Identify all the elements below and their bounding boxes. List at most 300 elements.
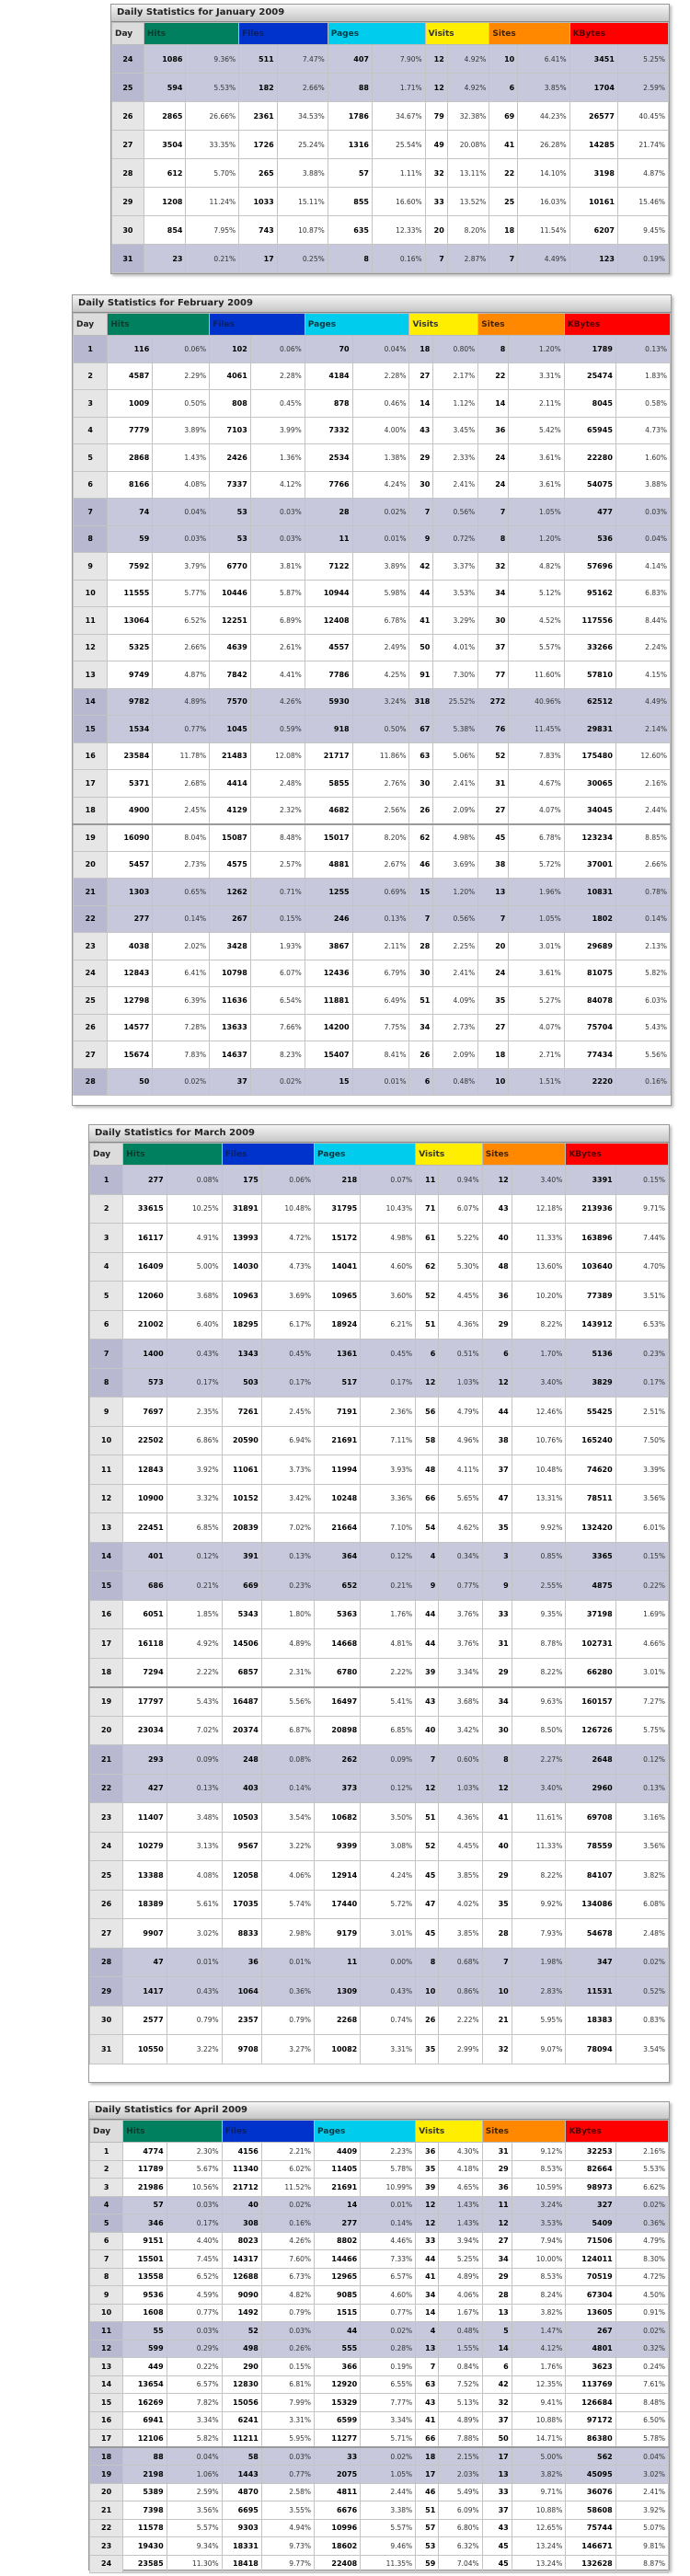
cell-sites: 14 bbox=[478, 390, 509, 418]
cell-kb: 30065 bbox=[564, 770, 615, 798]
cell-hits: 9749 bbox=[108, 661, 153, 689]
cell-hits: 59 bbox=[108, 525, 153, 553]
cell-day: 8 bbox=[90, 1368, 123, 1397]
cell-kb-pct: 4.50% bbox=[615, 2286, 668, 2305]
cell-hits: 12798 bbox=[108, 987, 153, 1015]
cell-kb: 143912 bbox=[566, 1310, 615, 1340]
cell-visits: 7 bbox=[409, 499, 433, 526]
cell-day: 28 bbox=[112, 159, 144, 188]
cell-kb: 4875 bbox=[566, 1571, 615, 1601]
cell-sites: 38 bbox=[478, 851, 509, 879]
table-row bbox=[90, 1397, 669, 1427]
table-row bbox=[90, 1919, 669, 1949]
cell-day: 25 bbox=[112, 74, 144, 102]
cell-hits: 5389 bbox=[123, 2483, 167, 2501]
daily-stats-table bbox=[89, 1143, 669, 2064]
cell-kb: 54075 bbox=[564, 471, 615, 499]
cell-sites: 12 bbox=[482, 1166, 512, 1195]
col-header-sites[interactable]: Sites bbox=[482, 1144, 566, 1166]
cell-day: 12 bbox=[90, 1484, 123, 1513]
cell-kb-pct: 0.91% bbox=[615, 2304, 668, 2322]
cell-hits: 9907 bbox=[123, 1919, 167, 1949]
cell-sites-pct: 3.24% bbox=[512, 2196, 566, 2214]
cell-kb-pct: 0.04% bbox=[615, 2447, 668, 2466]
table-row bbox=[112, 131, 669, 159]
col-header-day[interactable]: Day bbox=[112, 23, 144, 45]
cell-files-pct: 4.26% bbox=[261, 2232, 314, 2250]
cell-sites: 24 bbox=[478, 960, 509, 987]
col-header-pages[interactable]: Pages bbox=[315, 2121, 416, 2143]
col-header-hits[interactable]: Hits bbox=[144, 23, 238, 45]
cell-day: 9 bbox=[90, 2286, 123, 2305]
cell-hits: 10550 bbox=[123, 2035, 167, 2064]
cell-sites: 10 bbox=[482, 1977, 512, 2007]
cell-hits: 13388 bbox=[123, 1861, 167, 1891]
cell-files: 1045 bbox=[210, 716, 251, 743]
cell-files-pct: 2.98% bbox=[261, 1919, 314, 1949]
cell-pages-pct: 3.50% bbox=[361, 1803, 416, 1833]
cell-visits: 30 bbox=[409, 471, 433, 499]
cell-day: 18 bbox=[74, 797, 108, 824]
cell-visits: 12 bbox=[416, 2214, 439, 2233]
cell-sites: 6 bbox=[482, 1340, 512, 1369]
cell-files: 13633 bbox=[210, 1014, 251, 1041]
cell-day: 19 bbox=[74, 824, 108, 852]
cell-sites-pct: 2.83% bbox=[512, 1977, 566, 2007]
cell-kb-pct: 0.36% bbox=[615, 2214, 668, 2233]
cell-sites: 33 bbox=[482, 2483, 512, 2501]
cell-files-pct: 2.28% bbox=[250, 362, 305, 390]
cell-day: 24 bbox=[90, 1832, 123, 1861]
cell-sites-pct: 7.94% bbox=[512, 2232, 566, 2250]
cell-hits-pct: 0.09% bbox=[167, 1745, 222, 1775]
cell-pages-pct: 10.43% bbox=[361, 1194, 416, 1224]
cell-visits-pct: 4.92% bbox=[447, 45, 489, 74]
cell-kb-pct: 2.16% bbox=[615, 2143, 668, 2161]
cell-visits-pct: 5.65% bbox=[439, 1484, 482, 1513]
cell-kb-pct: 5.43% bbox=[615, 1014, 670, 1041]
cell-kb-pct: 1.69% bbox=[615, 1600, 668, 1629]
cell-visits-pct: 4.98% bbox=[433, 824, 478, 852]
cell-visits: 12 bbox=[416, 1368, 439, 1397]
cell-kb: 165240 bbox=[566, 1426, 615, 1455]
col-header-kbytes[interactable]: KBytes bbox=[564, 314, 670, 336]
cell-pages-pct: 12.33% bbox=[373, 216, 426, 245]
table-row bbox=[90, 1224, 669, 1253]
table-row bbox=[74, 444, 671, 472]
cell-files: 2357 bbox=[222, 2006, 261, 2035]
cell-sites-pct: 9.41% bbox=[512, 2394, 566, 2412]
col-header-day[interactable]: Day bbox=[90, 1144, 123, 1166]
cell-kb: 29831 bbox=[564, 716, 615, 743]
cell-kb: 71506 bbox=[566, 2232, 615, 2250]
cell-sites: 20 bbox=[478, 933, 509, 960]
cell-kb: 97172 bbox=[566, 2411, 615, 2430]
cell-sites-pct: 16.03% bbox=[518, 188, 569, 216]
cell-day: 24 bbox=[74, 960, 108, 987]
cell-visits-pct: 2.22% bbox=[439, 2006, 482, 2035]
col-header-files[interactable]: Files bbox=[222, 1144, 314, 1166]
cell-day: 13 bbox=[90, 2358, 123, 2376]
cell-pages-pct: 2.36% bbox=[361, 1397, 416, 1427]
table-row bbox=[90, 1803, 669, 1833]
cell-pages: 28 bbox=[305, 499, 352, 526]
cell-files: 1262 bbox=[210, 879, 251, 906]
cell-sites-pct: 9.63% bbox=[512, 1687, 566, 1717]
table-row bbox=[90, 1716, 669, 1745]
cell-files: 40 bbox=[222, 2196, 261, 2214]
cell-hits: 11407 bbox=[123, 1803, 167, 1833]
cell-pages-pct: 3.31% bbox=[361, 2035, 416, 2064]
cell-files: 18418 bbox=[222, 2555, 261, 2573]
table-row bbox=[74, 688, 671, 716]
col-header-pages[interactable]: Pages bbox=[305, 314, 409, 336]
table-row bbox=[74, 960, 671, 987]
cell-visits: 11 bbox=[416, 1166, 439, 1195]
cell-pages: 5855 bbox=[305, 770, 352, 798]
cell-day: 15 bbox=[74, 716, 108, 743]
cell-kb: 124011 bbox=[566, 2250, 615, 2269]
cell-visits: 57 bbox=[416, 2519, 439, 2537]
cell-visits: 14 bbox=[409, 390, 433, 418]
col-header-files[interactable]: Files bbox=[210, 314, 305, 336]
col-header-visits[interactable]: Visits bbox=[409, 314, 478, 336]
cell-files-pct: 6.94% bbox=[261, 1426, 314, 1455]
cell-pages: 9399 bbox=[315, 1832, 361, 1861]
col-header-visits[interactable]: Visits bbox=[416, 1144, 483, 1166]
cell-sites: 34 bbox=[482, 1687, 512, 1717]
cell-pages-pct: 3.38% bbox=[361, 2501, 416, 2520]
cell-pages-pct: 7.77% bbox=[361, 2394, 416, 2412]
cell-sites-pct: 5.12% bbox=[509, 580, 564, 607]
cell-files: 5343 bbox=[222, 1600, 261, 1629]
cell-hits-pct: 4.08% bbox=[153, 471, 210, 499]
cell-sites: 31 bbox=[482, 1629, 512, 1659]
cell-files-pct: 2.45% bbox=[261, 1397, 314, 1427]
cell-day: 28 bbox=[90, 1948, 123, 1977]
cell-visits-pct: 0.48% bbox=[439, 2322, 482, 2340]
cell-hits-pct: 9.36% bbox=[186, 45, 239, 74]
col-header-visits[interactable]: Visits bbox=[416, 2121, 483, 2143]
cell-pages-pct: 2.49% bbox=[352, 634, 409, 661]
cell-visits-pct: 0.51% bbox=[439, 1340, 482, 1369]
cell-visits: 14 bbox=[416, 2304, 439, 2322]
col-header-kbytes[interactable]: KBytes bbox=[566, 1144, 669, 1166]
cell-kb-pct: 0.15% bbox=[615, 1542, 668, 1571]
cell-pages-pct: 7.33% bbox=[361, 2250, 416, 2269]
cell-pages-pct: 6.79% bbox=[352, 960, 409, 987]
cell-hits-pct: 0.77% bbox=[167, 2304, 222, 2322]
cell-hits: 612 bbox=[144, 159, 186, 188]
col-header-files[interactable]: Files bbox=[222, 2121, 314, 2143]
cell-day: 18 bbox=[90, 2447, 123, 2466]
cell-hits-pct: 0.03% bbox=[167, 2322, 222, 2340]
cell-kb-pct: 9.45% bbox=[617, 216, 668, 245]
cell-sites: 41 bbox=[489, 131, 518, 159]
cell-hits: 23584 bbox=[108, 742, 153, 770]
cell-pages-pct: 2.22% bbox=[361, 1658, 416, 1687]
col-header-hits[interactable]: Hits bbox=[123, 1144, 222, 1166]
cell-visits: 6 bbox=[409, 1068, 433, 1096]
cell-sites: 8 bbox=[482, 1745, 512, 1775]
cell-hits: 2198 bbox=[123, 2466, 167, 2484]
cell-pages-pct: 6.21% bbox=[361, 1310, 416, 1340]
cell-kb: 132628 bbox=[566, 2555, 615, 2573]
cell-visits: 61 bbox=[416, 1224, 439, 1253]
col-header-sites[interactable]: Sites bbox=[489, 23, 569, 45]
table-row bbox=[90, 2411, 669, 2430]
cell-pages: 31795 bbox=[315, 1194, 361, 1224]
cell-files: 9567 bbox=[222, 1832, 261, 1861]
cell-visits-pct: 0.77% bbox=[439, 1571, 482, 1601]
cell-files: 13993 bbox=[222, 1224, 261, 1253]
cell-sites-pct: 10.88% bbox=[512, 2411, 566, 2430]
cell-sites: 31 bbox=[478, 770, 509, 798]
cell-files-pct: 6.02% bbox=[261, 2160, 314, 2179]
cell-visits-pct: 4.36% bbox=[439, 1310, 482, 1340]
cell-files-pct: 4.06% bbox=[261, 1861, 314, 1891]
cell-kb-pct: 5.82% bbox=[615, 960, 670, 987]
cell-hits-pct: 3.79% bbox=[153, 553, 210, 581]
cell-kb-pct: 5.75% bbox=[615, 1716, 668, 1745]
cell-pages: 14466 bbox=[315, 2250, 361, 2269]
cell-pages-pct: 4.46% bbox=[361, 2232, 416, 2250]
cell-kb-pct: 4.15% bbox=[615, 661, 670, 689]
cell-visits: 20 bbox=[425, 216, 447, 245]
cell-files: 1064 bbox=[222, 1977, 261, 2007]
cell-pages-pct: 0.13% bbox=[352, 905, 409, 933]
cell-kb-pct: 6.50% bbox=[615, 2411, 668, 2430]
cell-files-pct: 6.73% bbox=[261, 2268, 314, 2286]
cell-kb-pct: 6.53% bbox=[615, 1310, 668, 1340]
cell-hits: 10279 bbox=[123, 1832, 167, 1861]
cell-hits: 2577 bbox=[123, 2006, 167, 2035]
col-header-visits[interactable]: Visits bbox=[425, 23, 489, 45]
cell-files-pct: 11.52% bbox=[261, 2179, 314, 2197]
cell-files-pct: 8.23% bbox=[250, 1041, 305, 1069]
cell-pages: 15329 bbox=[315, 2394, 361, 2412]
cell-pages-pct: 8.20% bbox=[352, 824, 409, 852]
cell-kb-pct: 15.46% bbox=[617, 188, 668, 216]
table-row bbox=[112, 74, 669, 102]
cell-pages-pct: 0.50% bbox=[352, 716, 409, 743]
cell-pages: 21664 bbox=[315, 1513, 361, 1543]
cell-pages: 635 bbox=[328, 216, 372, 245]
cell-kb: 45095 bbox=[566, 2466, 615, 2484]
cell-sites-pct: 5.57% bbox=[509, 634, 564, 661]
cell-hits: 88 bbox=[123, 2447, 167, 2466]
cell-sites: 18 bbox=[489, 216, 518, 245]
cell-hits-pct: 0.21% bbox=[167, 1571, 222, 1601]
cell-sites-pct: 1.05% bbox=[509, 905, 564, 933]
cell-files: 14506 bbox=[222, 1629, 261, 1659]
daily-stats-table bbox=[89, 2120, 669, 2573]
cell-sites-pct: 1.70% bbox=[512, 1340, 566, 1369]
cell-files: 21483 bbox=[210, 742, 251, 770]
table-row bbox=[74, 417, 671, 444]
cell-hits: 1608 bbox=[123, 2304, 167, 2322]
cell-files-pct: 7.60% bbox=[261, 2250, 314, 2269]
cell-sites-pct: 1.05% bbox=[509, 499, 564, 526]
table-row bbox=[90, 1368, 669, 1397]
cell-files: 2426 bbox=[210, 444, 251, 472]
cell-pages-pct: 5.41% bbox=[361, 1687, 416, 1717]
cell-visits-pct: 2.73% bbox=[433, 1014, 478, 1041]
col-header-pages[interactable]: Pages bbox=[328, 23, 425, 45]
table-row bbox=[112, 245, 669, 273]
cell-day: 21 bbox=[74, 879, 108, 906]
cell-sites-pct: 8.22% bbox=[512, 1861, 566, 1891]
cell-kb-pct: 8.85% bbox=[615, 824, 670, 852]
col-header-hits[interactable]: Hits bbox=[123, 2121, 222, 2143]
cell-sites: 10 bbox=[489, 45, 518, 74]
cell-visits-pct: 4.62% bbox=[439, 1513, 482, 1543]
cell-hits: 1208 bbox=[144, 188, 186, 216]
cell-day: 27 bbox=[90, 1919, 123, 1949]
cell-kb-pct: 0.02% bbox=[615, 2196, 668, 2214]
cell-sites-pct: 2.71% bbox=[509, 1041, 564, 1069]
cell-files: 53 bbox=[210, 525, 251, 553]
cell-sites-pct: 10.76% bbox=[512, 1426, 566, 1455]
cell-pages-pct: 0.17% bbox=[361, 1368, 416, 1397]
cell-sites: 42 bbox=[482, 2375, 512, 2394]
cell-sites-pct: 3.01% bbox=[509, 933, 564, 960]
cell-hits: 2868 bbox=[108, 444, 153, 472]
cell-sites-pct: 26.28% bbox=[518, 131, 569, 159]
cell-files: 7842 bbox=[210, 661, 251, 689]
cell-files: 20839 bbox=[222, 1513, 261, 1543]
cell-kb: 2648 bbox=[566, 1745, 615, 1775]
cell-pages-pct: 4.00% bbox=[352, 417, 409, 444]
cell-visits: 30 bbox=[409, 770, 433, 798]
cell-visits: 51 bbox=[409, 987, 433, 1015]
table-row bbox=[74, 797, 671, 824]
cell-pages: 246 bbox=[305, 905, 352, 933]
cell-visits: 44 bbox=[416, 1600, 439, 1629]
cell-sites-pct: 10.88% bbox=[512, 2501, 566, 2520]
cell-hits-pct: 2.66% bbox=[153, 634, 210, 661]
col-header-pages[interactable]: Pages bbox=[315, 1144, 416, 1166]
cell-sites-pct: 5.42% bbox=[509, 417, 564, 444]
cell-files: 1033 bbox=[239, 188, 278, 216]
cell-hits: 573 bbox=[123, 1368, 167, 1397]
col-header-day[interactable]: Day bbox=[74, 314, 108, 336]
cell-sites: 69 bbox=[489, 102, 518, 131]
cell-pages: 11 bbox=[315, 1948, 361, 1977]
cell-pages: 652 bbox=[315, 1571, 361, 1601]
cell-pages: 5363 bbox=[315, 1600, 361, 1629]
cell-hits-pct: 9.34% bbox=[167, 2537, 222, 2556]
cell-pages-pct: 7.10% bbox=[361, 1513, 416, 1543]
cell-sites: 14 bbox=[482, 2340, 512, 2358]
table-row bbox=[90, 2179, 669, 2197]
cell-pages-pct: 3.01% bbox=[361, 1919, 416, 1949]
cell-pages-pct: 0.21% bbox=[361, 1571, 416, 1601]
cell-day: 1 bbox=[74, 336, 108, 363]
cell-kb-pct: 9.81% bbox=[615, 2537, 668, 2556]
cell-sites-pct: 0.85% bbox=[512, 1542, 566, 1571]
cell-kb-pct: 5.56% bbox=[615, 1041, 670, 1069]
cell-sites-pct: 3.40% bbox=[512, 1368, 566, 1397]
table-row bbox=[90, 2250, 669, 2269]
cell-pages: 14200 bbox=[305, 1014, 352, 1041]
table-row bbox=[90, 2394, 669, 2412]
cell-hits: 9782 bbox=[108, 688, 153, 716]
table-row bbox=[90, 2268, 669, 2286]
cell-pages: 366 bbox=[315, 2358, 361, 2376]
cell-kb: 37198 bbox=[566, 1600, 615, 1629]
cell-hits: 21002 bbox=[123, 1310, 167, 1340]
cell-hits: 47 bbox=[123, 1948, 167, 1977]
col-header-sites[interactable]: Sites bbox=[482, 2121, 566, 2143]
cell-hits: 23034 bbox=[123, 1716, 167, 1745]
cell-kb: 113769 bbox=[566, 2375, 615, 2394]
cell-hits-pct: 0.13% bbox=[167, 1774, 222, 1803]
cell-day: 17 bbox=[74, 770, 108, 798]
col-header-sites[interactable]: Sites bbox=[478, 314, 565, 336]
cell-kb: 98973 bbox=[566, 2179, 615, 2197]
cell-visits: 46 bbox=[416, 2483, 439, 2501]
cell-pages: 855 bbox=[328, 188, 372, 216]
cell-kb-pct: 3.51% bbox=[615, 1282, 668, 1311]
cell-sites: 8 bbox=[478, 336, 509, 363]
table-row bbox=[90, 2322, 669, 2340]
table-row bbox=[90, 1252, 669, 1282]
cell-files: 12251 bbox=[210, 607, 251, 635]
cell-kb-pct: 4.49% bbox=[615, 688, 670, 716]
col-header-hits[interactable]: Hits bbox=[108, 314, 210, 336]
cell-sites: 30 bbox=[482, 1716, 512, 1745]
cell-day: 6 bbox=[90, 2232, 123, 2250]
cell-visits-pct: 0.84% bbox=[439, 2358, 482, 2376]
col-header-day[interactable]: Day bbox=[90, 2121, 123, 2143]
col-header-kbytes[interactable]: KBytes bbox=[566, 2121, 669, 2143]
cell-pages: 1515 bbox=[315, 2304, 361, 2322]
cell-files: 4870 bbox=[222, 2483, 261, 2501]
cell-pages: 70 bbox=[305, 336, 352, 363]
cell-visits-pct: 6.07% bbox=[439, 1194, 482, 1224]
cell-kb-pct: 0.22% bbox=[615, 1571, 668, 1601]
cell-kb: 57696 bbox=[564, 553, 615, 581]
cell-sites: 30 bbox=[478, 607, 509, 635]
cell-hits-pct: 7.82% bbox=[167, 2394, 222, 2412]
cell-visits: 51 bbox=[416, 1310, 439, 1340]
cell-hits: 277 bbox=[123, 1166, 167, 1195]
cell-visits: 12 bbox=[425, 45, 447, 74]
cell-sites: 37 bbox=[482, 1455, 512, 1485]
cell-files: 7570 bbox=[210, 688, 251, 716]
header-row bbox=[90, 2121, 669, 2143]
cell-day: 10 bbox=[74, 580, 108, 607]
cell-kb: 86380 bbox=[566, 2430, 615, 2448]
cell-kb: 3365 bbox=[566, 1542, 615, 1571]
cell-day: 28 bbox=[74, 1068, 108, 1096]
col-header-kbytes[interactable]: KBytes bbox=[569, 23, 668, 45]
cell-pages: 1309 bbox=[315, 1977, 361, 2007]
cell-kb: 3391 bbox=[566, 1166, 615, 1195]
cell-visits-pct: 5.38% bbox=[433, 716, 478, 743]
table-row bbox=[90, 1513, 669, 1543]
col-header-files[interactable]: Files bbox=[239, 23, 328, 45]
cell-kb-pct: 7.44% bbox=[615, 1224, 668, 1253]
cell-pages: 7786 bbox=[305, 661, 352, 689]
cell-hits-pct: 6.41% bbox=[153, 960, 210, 987]
cell-hits-pct: 0.79% bbox=[167, 2006, 222, 2035]
cell-pages-pct: 3.36% bbox=[361, 1484, 416, 1513]
cell-files: 15056 bbox=[222, 2394, 261, 2412]
cell-kb-pct: 0.12% bbox=[615, 1745, 668, 1775]
cell-visits-pct: 2.41% bbox=[433, 471, 478, 499]
